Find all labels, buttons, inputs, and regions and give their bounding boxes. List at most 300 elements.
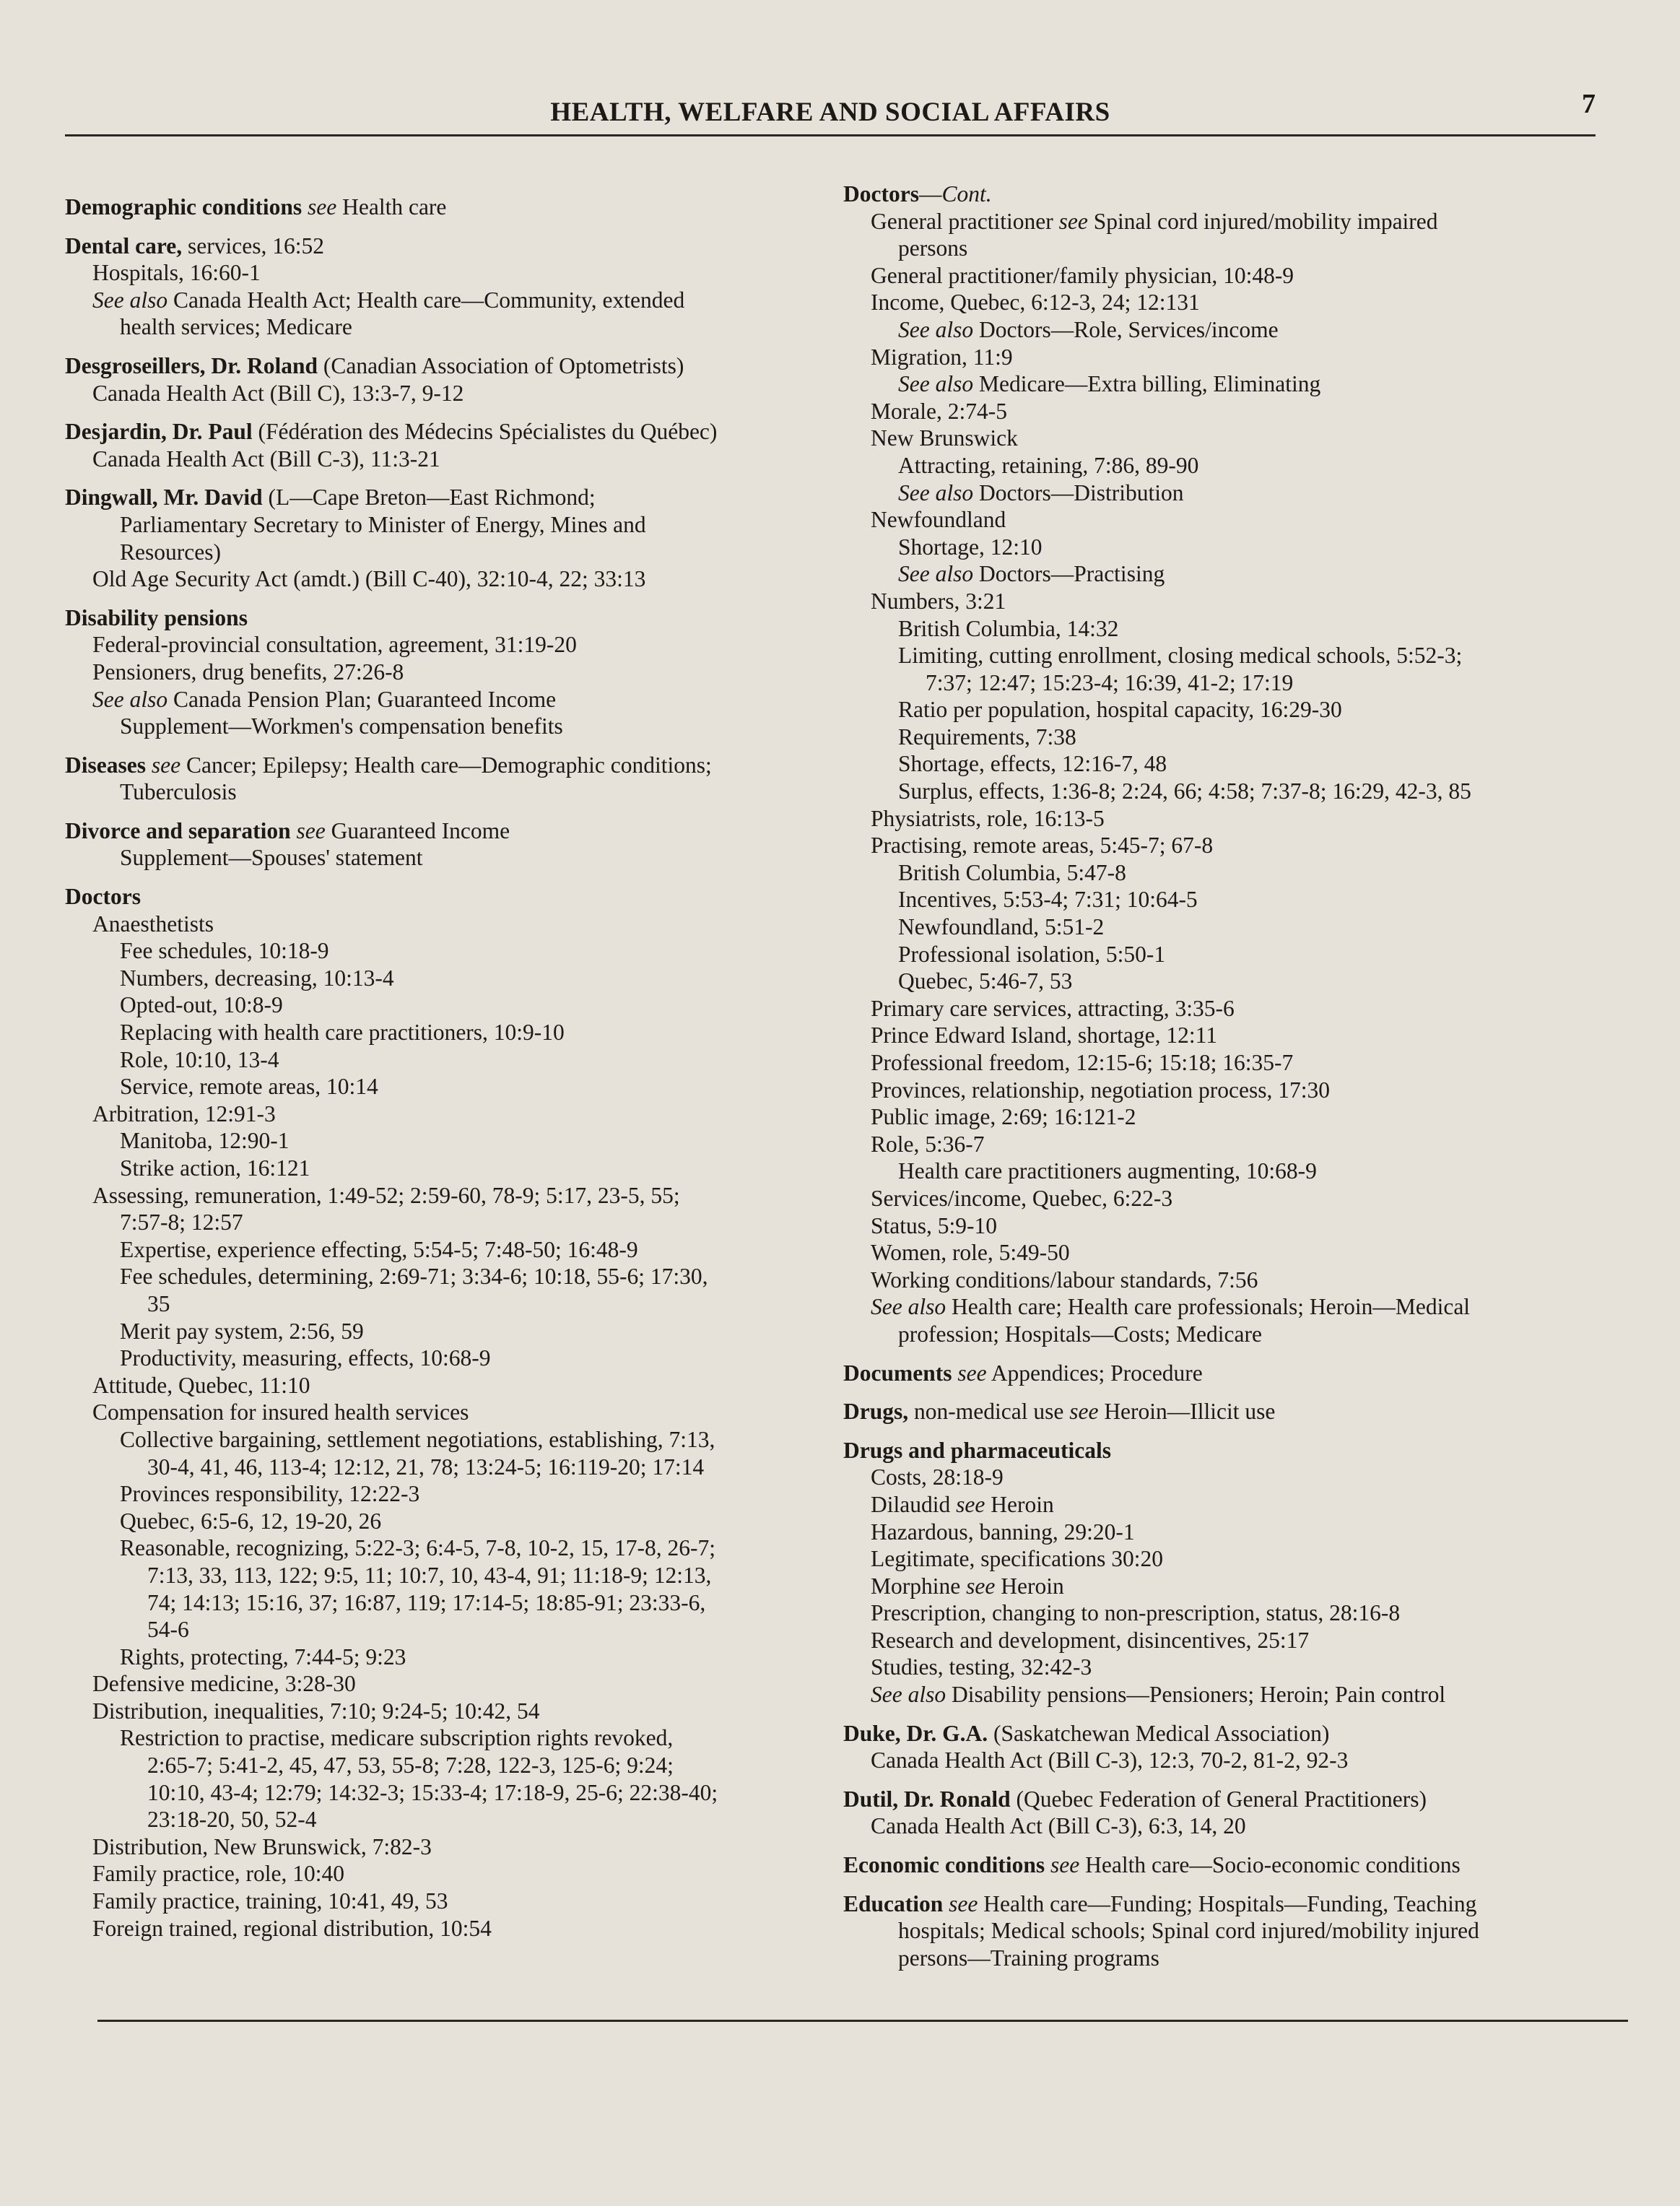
index-text: Expertise, experience effecting, 5:54-5; 7:48-50; 16:48-9 [120, 1236, 638, 1262]
index-entry [65, 233, 845, 341]
index-text: Shortage, effects, 12:16-7, 48 [898, 751, 1167, 777]
index-subentry-line [65, 446, 845, 473]
index-heading-line [65, 484, 845, 511]
index-text: Dilaudid [871, 1491, 951, 1517]
index-subentry-line [65, 1073, 845, 1100]
index-heading: Diseases [65, 752, 146, 778]
index-text: Distribution, New Brunswick, 7:82-3 [92, 1833, 432, 1859]
index-text: Morphine [871, 1573, 961, 1599]
index-text: Ratio per population, hospital capacity, 16:29-30 [898, 697, 1342, 723]
index-subentry-line [65, 511, 845, 539]
index-heading: Dingwall, Mr. David [65, 485, 263, 511]
index-subentry-line [843, 1131, 1623, 1158]
index-subentry-line [843, 1681, 1623, 1708]
index-text: 2:65-7; 5:41-2, 45, 47, 53, 55-8; 7:28, 122-3, 125-6; 9:24; [147, 1753, 674, 1779]
index-text: (Fédération des Médecins Spécialistes du Québec) [252, 419, 718, 445]
index-heading-line [843, 1786, 1623, 1813]
index-heading-line [65, 604, 845, 632]
index-subentry-line [65, 686, 845, 713]
index-text: Rights, protecting, 7:44-5; 9:23 [120, 1643, 406, 1669]
index-text: Old Age Security Act (amdt.) (Bill C-40), 32:10-4, 22; 33:13 [92, 566, 646, 592]
index-text: Health care; Health care professionals; Heroin—Medical [946, 1294, 1471, 1320]
index-subentry-line [843, 1654, 1623, 1681]
index-heading-line [843, 1437, 1623, 1464]
index-heading-line [843, 1398, 1623, 1425]
index-subentry-line [843, 208, 1623, 235]
index-text: Assessing, remuneration, 1:49-52; 2:59-60, 78-9; 5:17, 23-5, 55; [92, 1182, 680, 1208]
index-text: Distribution, inequalities, 7:10; 9:24-5; 10:42, 54 [92, 1698, 540, 1724]
index-subentry-line [843, 1293, 1623, 1321]
index-subentry-line [65, 259, 845, 287]
index-subentry-line [65, 1454, 845, 1481]
index-text: 30-4, 41, 46, 113-4; 12:12, 21, 78; 13:24-5; 16:119-20; 17:14 [147, 1454, 705, 1480]
cross-reference-marker: See also [898, 316, 974, 342]
index-subentry-line [65, 1100, 845, 1128]
index-text: Provinces, relationship, negotiation process, 17:30 [871, 1077, 1331, 1103]
index-text: Heroin—Illicit use [1098, 1399, 1276, 1425]
index-text: Role, 10:10, 13-4 [120, 1046, 279, 1072]
index-text: Restriction to practise, medicare subscription rights revoked, [120, 1725, 674, 1751]
index-subentry-line [843, 995, 1623, 1022]
index-text: Newfoundland [871, 507, 1006, 533]
index-text: British Columbia, 14:32 [898, 615, 1119, 641]
index-text: Hospitals, 16:60-1 [92, 260, 261, 286]
index-heading: Demographic conditions [65, 194, 303, 220]
index-subentry-line [65, 1616, 845, 1643]
index-subentry-line [843, 1077, 1623, 1104]
index-subentry-line [843, 1573, 1623, 1600]
index-heading-line [843, 1890, 1623, 1918]
cross-reference-marker: see [1063, 1399, 1099, 1425]
index-subentry-line [843, 344, 1623, 371]
index-subentry-line [65, 380, 845, 407]
index-text: Manitoba, 12:90-1 [120, 1128, 290, 1154]
index-text: Incentives, 5:53-4; 7:31; 10:64-5 [898, 887, 1198, 913]
index-subentry-line [843, 1545, 1623, 1573]
index-subentry-line [65, 1263, 845, 1290]
index-text: Role, 5:36-7 [871, 1131, 985, 1157]
index-text: Physiatrists, role, 16:13-5 [871, 805, 1105, 831]
index-text: Canada Health Act (Bill C-3), 11:3-21 [92, 446, 440, 472]
index-subentry-line [65, 1915, 845, 1942]
index-subentry-line [65, 965, 845, 992]
index-heading: Divorce and separation [65, 817, 291, 843]
index-subentry-line [65, 1670, 845, 1698]
index-entry [843, 1851, 1623, 1879]
index-heading: Drugs, [843, 1399, 909, 1425]
index-subentry-line [65, 1806, 845, 1833]
index-subentry-line [843, 1627, 1623, 1654]
index-entry [65, 752, 845, 806]
index-text: persons—Training programs [898, 1945, 1159, 1971]
index-subentry-line [843, 724, 1623, 751]
index-heading: Desjardin, Dr. Paul [65, 419, 253, 445]
index-text: Pensioners, drug benefits, 27:26-8 [92, 659, 404, 685]
index-subentry-line [65, 1399, 845, 1426]
index-text: Health care practitioners augmenting, 10:68-9 [898, 1158, 1317, 1184]
index-text: Opted-out, 10:8-9 [120, 992, 283, 1018]
index-heading-line [65, 194, 845, 221]
index-subentry-line [843, 1812, 1623, 1840]
index-subentry-line [65, 778, 845, 806]
index-subentry-line [65, 937, 845, 965]
index-text: 74; 14:13; 15:16, 37; 16:87, 119; 17:14-5; 18:85-91; 23:33-6, [147, 1589, 706, 1615]
cross-reference-marker: see [960, 1573, 996, 1599]
left-index-column [65, 194, 845, 1953]
index-subentry-line [65, 1562, 845, 1589]
page-title: HEALTH, WELFARE AND SOCIAL AFFAIRS [550, 97, 1110, 127]
index-text: Status, 5:9-10 [871, 1212, 998, 1238]
page-number: 7 [1582, 89, 1596, 119]
index-subentry-line [843, 832, 1623, 859]
cross-reference-marker: See also [871, 1294, 946, 1320]
index-text: Fee schedules, 10:18-9 [120, 938, 329, 964]
cross-reference-marker: See also [92, 287, 168, 313]
index-subentry-line [843, 1491, 1623, 1519]
index-subentry-line [843, 913, 1623, 941]
index-text: 35 [147, 1290, 170, 1316]
index-heading-line [65, 352, 845, 380]
cross-reference-marker: see [302, 194, 337, 220]
cross-reference-marker: see [952, 1360, 987, 1386]
index-subentry-line [843, 1239, 1623, 1267]
index-heading: Dutil, Dr. Ronald [843, 1786, 1011, 1812]
index-text: Foreign trained, regional distribution, 10:54 [92, 1915, 492, 1941]
index-text: Doctors—Distribution [973, 479, 1184, 505]
index-text: 10:10, 43-4; 12:79; 14:32-3; 15:33-4; 17:18-9, 25-6; 22:38-40; [147, 1779, 718, 1805]
index-text: Merit pay system, 2:56, 59 [120, 1318, 364, 1344]
index-text: Prescription, changing to non-prescription, status, 28:16-8 [871, 1600, 1401, 1626]
index-subentry-line [65, 1752, 845, 1779]
index-text: Attracting, retaining, 7:86, 89-90 [898, 452, 1199, 478]
index-subentry-line [65, 1724, 845, 1752]
index-heading: Doctors [843, 181, 919, 207]
index-subentry-line [843, 1747, 1623, 1774]
index-text: 54-6 [147, 1617, 189, 1643]
index-subentry-line [843, 588, 1623, 615]
index-subentry-line [843, 534, 1623, 561]
index-subentry-line [65, 1508, 845, 1535]
index-subentry-line [65, 713, 845, 740]
index-subentry-line [65, 1779, 845, 1807]
index-text: Newfoundland, 5:51-2 [898, 914, 1105, 940]
index-text: Attitude, Quebec, 11:10 [92, 1372, 310, 1398]
index-text: Spinal cord injured/mobility impaired [1087, 208, 1438, 234]
index-subentry-line [65, 991, 845, 1019]
index-subentry-line [843, 425, 1623, 452]
index-heading: Disability pensions [65, 604, 248, 630]
index-subentry-line [65, 1589, 845, 1617]
index-text: Surplus, effects, 1:36-8; 2:24, 66; 4:58; 7:37-8; 16:29, 42-3, 85 [898, 778, 1471, 804]
index-text: Legitimate, specifications 30:20 [871, 1546, 1164, 1572]
index-text: Public image, 2:69; 16:121-2 [871, 1104, 1136, 1130]
index-text: Health care—Socio-economic conditions [1079, 1852, 1461, 1878]
index-subentry-line [843, 1022, 1623, 1049]
index-text: Parliamentary Secretary to Minister of Energy, Mines and [120, 511, 646, 537]
index-entry [65, 883, 845, 1942]
index-subentry-line [843, 479, 1623, 507]
index-subentry-line [843, 1464, 1623, 1491]
index-heading-line [65, 883, 845, 911]
index-subentry-line [843, 1103, 1623, 1131]
index-subentry-line [65, 1209, 845, 1236]
page-header [65, 89, 1596, 136]
index-text: Income, Quebec, 6:12-3, 24; 12:131 [871, 290, 1200, 316]
index-text: Canada Health Act; Health care—Community, extended [167, 287, 685, 313]
index-subentry-line [65, 1643, 845, 1671]
index-text: Supplement—Workmen's compensation benefits [120, 713, 563, 739]
index-heading: Doctors [65, 884, 141, 910]
index-subentry-line [843, 941, 1623, 968]
index-subentry-line [843, 778, 1623, 805]
index-heading-line [843, 1360, 1623, 1387]
index-text: profession; Hospitals—Costs; Medicare [898, 1321, 1262, 1347]
index-subentry-line [843, 1945, 1623, 1972]
index-text: British Columbia, 5:47-8 [898, 859, 1126, 885]
index-subentry-line [65, 1182, 845, 1210]
index-subentry-line [65, 287, 845, 314]
index-text: (L—Cape Breton—East Richmond; [262, 485, 596, 511]
index-subentry-line [843, 1212, 1623, 1240]
index-subentry-line [65, 1318, 845, 1345]
cross-reference-marker: See also [898, 479, 974, 505]
index-subentry-line [65, 313, 845, 341]
index-text: Productivity, measuring, effects, 10:68-9 [120, 1345, 491, 1371]
index-subentry-line [843, 506, 1623, 534]
index-subentry-line [843, 805, 1623, 833]
index-subentry-line [843, 1185, 1623, 1212]
index-subentry-line [843, 262, 1623, 290]
index-text: Appendices; Procedure [986, 1360, 1203, 1386]
index-subentry-line [843, 968, 1623, 995]
index-text: Guaranteed Income [325, 817, 510, 843]
index-subentry-line [65, 1155, 845, 1182]
index-text: Family practice, training, 10:41, 49, 53 [92, 1888, 448, 1914]
index-text: Prince Edward Island, shortage, 12:11 [871, 1022, 1217, 1048]
index-text: Health care—Funding; Hospitals—Funding, Teaching [978, 1890, 1477, 1916]
index-heading: Education [843, 1890, 944, 1916]
index-text: Defensive medicine, 3:28-30 [92, 1671, 356, 1697]
index-subentry-line [65, 1480, 845, 1508]
right-index-column [843, 181, 1623, 1983]
index-text: Fee schedules, determining, 2:69-71; 3:34-6; 10:18, 55-6; 17:30, [120, 1264, 708, 1290]
index-heading: Duke, Dr. G.A. [843, 1720, 988, 1746]
index-text: Strike action, 16:121 [120, 1155, 310, 1181]
index-entry [843, 1437, 1623, 1708]
index-text: Numbers, 3:21 [871, 588, 1006, 614]
index-text: Migration, 11:9 [871, 344, 1013, 370]
index-subentry-line [843, 1158, 1623, 1185]
index-text: Replacing with health care practitioners, 10:9-10 [120, 1020, 565, 1046]
index-entry [65, 194, 845, 221]
index-text: Service, remote areas, 10:14 [120, 1074, 378, 1100]
index-text: Canada Health Act (Bill C-3), 6:3, 14, 20 [871, 1813, 1246, 1839]
index-text: Working conditions/labour standards, 7:56 [871, 1267, 1258, 1293]
index-subentry-line [65, 1345, 845, 1372]
index-text: Hazardous, banning, 29:20-1 [871, 1519, 1135, 1545]
index-subentry-line [843, 859, 1623, 887]
index-subentry-line [843, 1599, 1623, 1627]
index-subentry-line [843, 1519, 1623, 1546]
index-text: Primary care services, attracting, 3:35-6 [871, 995, 1235, 1021]
index-text: Heroin [995, 1573, 1064, 1599]
index-heading-line [843, 181, 1623, 208]
index-heading: Desgroseillers, Dr. Roland [65, 352, 318, 378]
index-text: Morale, 2:74-5 [871, 398, 1007, 424]
index-text: Medicare—Extra billing, Eliminating [973, 371, 1321, 397]
cross-reference-marker: See also [898, 371, 974, 397]
index-text: 7:13, 33, 113, 122; 9:5, 11; 10:7, 10, 43-4, 91; 11:18-9; 12:13, [147, 1562, 712, 1588]
cross-reference-marker: see [290, 817, 326, 843]
index-entry [843, 1720, 1623, 1774]
index-subentry-line [65, 1236, 845, 1264]
index-entry [843, 1398, 1623, 1425]
index-text: General practitioner [871, 208, 1053, 234]
index-text: Health care [336, 194, 447, 220]
index-text: 7:37; 12:47; 15:23-4; 16:39, 41-2; 17:19 [926, 669, 1294, 695]
index-text: Shortage, 12:10 [898, 534, 1043, 560]
index-entry [843, 1786, 1623, 1840]
index-subentry-line [65, 1888, 845, 1915]
index-subentry-line [65, 659, 845, 686]
index-text: Quebec, 6:5-6, 12, 19-20, 26 [120, 1508, 382, 1534]
index-text: Numbers, decreasing, 10:13-4 [120, 965, 394, 991]
index-subentry-line [843, 316, 1623, 344]
index-heading-line [65, 233, 845, 260]
index-text: Reasonable, recognizing, 5:22-3; 6:4-5, 7-8, 10-2, 15, 17-8, 26-7; [120, 1535, 715, 1561]
index-text: Federal-provincial consultation, agreement, 31:19-20 [92, 632, 577, 658]
index-subentry-line [843, 370, 1623, 398]
index-text: non-medical use [908, 1399, 1064, 1425]
index-text: Provinces responsibility, 12:22-3 [120, 1481, 420, 1507]
index-entry [843, 181, 1623, 1348]
index-heading: Dental care, [65, 233, 183, 259]
cross-reference-marker: see [943, 1890, 978, 1916]
index-text: Tuberculosis [120, 779, 237, 805]
cross-reference-marker: see [950, 1491, 985, 1517]
index-text: New Brunswick [871, 425, 1018, 451]
index-text: Quebec, 5:46-7, 53 [898, 968, 1073, 994]
cross-reference-marker: See also [871, 1682, 946, 1708]
index-text: Women, role, 5:49-50 [871, 1240, 1070, 1266]
cross-reference-marker: see [1045, 1852, 1080, 1878]
index-heading: Drugs and pharmaceuticals [843, 1437, 1112, 1463]
index-entry [65, 352, 845, 407]
index-text: Canada Health Act (Bill C), 13:3-7, 9-12 [92, 380, 464, 406]
index-text: Heroin [985, 1491, 1054, 1517]
index-subentry-line [65, 1127, 845, 1155]
index-subentry-line [843, 398, 1623, 425]
cross-reference-marker: Cont. [941, 181, 992, 207]
index-subentry-line [843, 560, 1623, 588]
index-text: General practitioner/family physician, 10:48-9 [871, 262, 1294, 288]
index-text: Canada Pension Plan; Guaranteed Income [167, 686, 557, 712]
cross-reference-marker: See also [92, 686, 168, 712]
index-heading-line [65, 418, 845, 446]
index-text: Requirements, 7:38 [898, 724, 1076, 750]
index-text: — [918, 181, 942, 207]
index-text: Supplement—Spouses' statement [120, 845, 423, 871]
index-text: health services; Medicare [120, 314, 352, 340]
index-subentry-line [65, 539, 845, 566]
index-heading-line [65, 817, 845, 845]
index-subentry-line [65, 844, 845, 872]
index-text: services, 16:52 [182, 233, 324, 259]
index-subentry-line [65, 1290, 845, 1318]
index-text: Anaesthetists [92, 911, 214, 937]
index-subentry-line [843, 696, 1623, 724]
index-entry [843, 1360, 1623, 1387]
index-subentry-line [843, 1917, 1623, 1945]
index-subentry-line [843, 750, 1623, 778]
index-subentry-line [65, 911, 845, 938]
index-text: Cancer; Epilepsy; Health care—Demographic conditions; [180, 752, 712, 778]
index-text: Resources) [120, 539, 221, 565]
index-text: Collective bargaining, settlement negotiations, establishing, 7:13, [120, 1426, 715, 1452]
index-text: Services/income, Quebec, 6:22-3 [871, 1185, 1173, 1211]
index-text: (Saskatchewan Medical Association) [988, 1720, 1330, 1746]
index-subentry-line [65, 1860, 845, 1888]
index-heading: Documents [843, 1360, 952, 1386]
index-subentry-line [65, 631, 845, 659]
index-entry [65, 604, 845, 740]
index-text: Disability pensions—Pensioners; Heroin; Pain control [946, 1682, 1446, 1708]
index-subentry-line [843, 1049, 1623, 1077]
index-text: Limiting, cutting enrollment, closing medical schools, 5:52-3; [898, 643, 1463, 669]
index-text: (Quebec Federation of General Practitioners) [1010, 1786, 1427, 1812]
index-entry [65, 484, 845, 592]
index-subentry-line [65, 1019, 845, 1046]
index-subentry-line [65, 1372, 845, 1399]
index-subentry-line [843, 1321, 1623, 1348]
index-text: Canada Health Act (Bill C-3), 12:3, 70-2, 81-2, 92-3 [871, 1747, 1349, 1773]
index-heading-line [843, 1851, 1623, 1879]
cross-reference-marker: see [1053, 208, 1088, 234]
index-subentry-line [65, 1698, 845, 1725]
index-subentry-line [843, 289, 1623, 316]
index-text: persons [898, 235, 968, 261]
index-subentry-line [843, 642, 1623, 669]
index-subentry-line [843, 452, 1623, 479]
cross-reference-marker: See also [898, 561, 974, 587]
index-entry [843, 1890, 1623, 1972]
index-text: hospitals; Medical schools; Spinal cord injured/mobility injured [898, 1918, 1479, 1944]
index-text: Practising, remote areas, 5:45-7; 67-8 [871, 833, 1214, 859]
index-subentry-line [65, 1426, 845, 1454]
index-text: Arbitration, 12:91-3 [92, 1100, 276, 1126]
index-text: (Canadian Association of Optometrists) [318, 352, 684, 378]
index-heading-line [65, 752, 845, 779]
index-subentry-line [65, 1046, 845, 1074]
index-heading: Economic conditions [843, 1852, 1045, 1878]
index-subentry-line [65, 1833, 845, 1861]
cross-reference-marker: see [146, 752, 181, 778]
index-text: 7:57-8; 12:57 [120, 1210, 243, 1236]
index-text: Research and development, disincentives, 25:17 [871, 1627, 1310, 1653]
index-subentry-line [843, 886, 1623, 913]
index-text: Family practice, role, 10:40 [92, 1861, 345, 1887]
index-subentry-line [843, 235, 1623, 262]
index-subentry-line [843, 669, 1623, 697]
index-subentry-line [843, 1267, 1623, 1294]
index-text: Studies, testing, 32:42-3 [871, 1654, 1092, 1680]
index-text: Doctors—Practising [973, 561, 1165, 587]
index-text: Professional freedom, 12:15-6; 15:18; 16:35-7 [871, 1050, 1294, 1075]
index-text: 23:18-20, 50, 52-4 [147, 1807, 317, 1833]
index-heading-line [843, 1720, 1623, 1747]
index-subentry-line [843, 615, 1623, 643]
footer-rule [97, 2020, 1628, 2022]
